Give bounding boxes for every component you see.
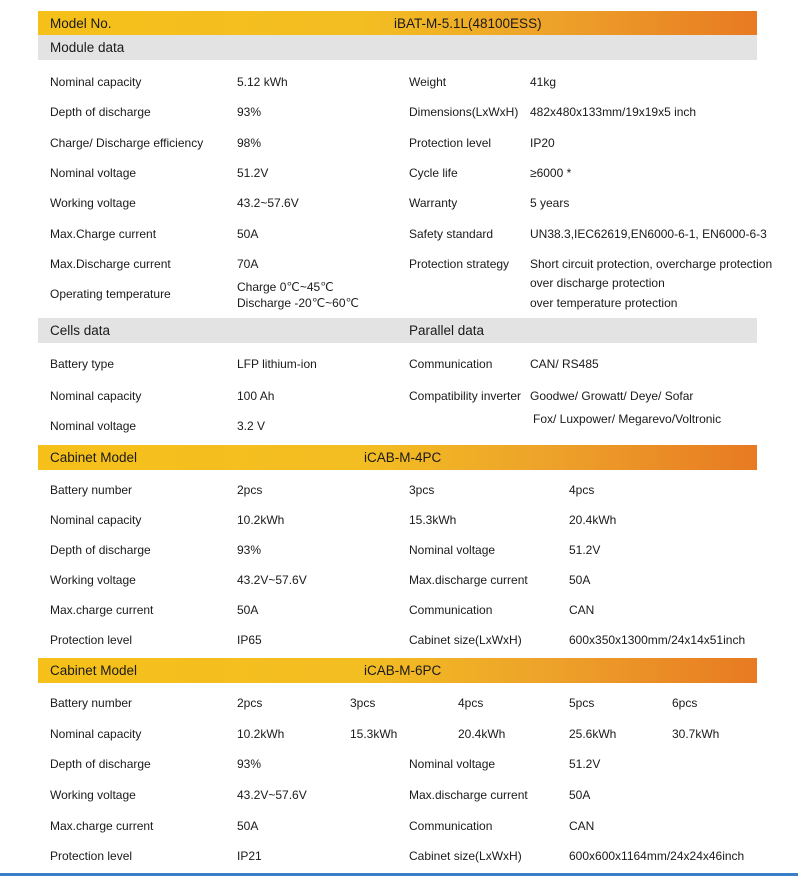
spec-label: Communication [409,603,493,617]
spec-label: Protection level [409,136,492,150]
spec-label: Depth of discharge [50,543,151,557]
spec-value: LFP lithium-ion [237,357,317,371]
spec-label: Warranty [409,196,458,210]
spec-value: Charge 0℃~45℃ [237,280,334,294]
cabinet-model-label: Cabinet Model [50,663,138,678]
spec-label: Protection strategy [409,257,510,271]
spec-value: 43.2V~57.6V [237,573,307,587]
spec-value: Fox/ Luxpower/ Megarevo/Voltronic [533,412,722,426]
spec-value: 600x350x1300mm/24x14x51inch [569,633,746,647]
spec-value: 2pcs [237,483,263,497]
spec-value: 43.2~57.6V [237,196,299,210]
spec-value: over temperature protection [530,296,678,310]
spec-label: Battery number [50,696,133,710]
spec-value: CAN/ RS485 [530,357,599,371]
spec-value: Goodwe/ Growatt/ Deye/ Sofar [530,389,694,403]
spec-value: 15.3kWh [409,513,457,527]
cells-section-title: Cells data [50,323,111,338]
spec-value: 3pcs [409,483,435,497]
spec-value: 50A [237,819,259,833]
spec-value: 4pcs [569,483,595,497]
spec-value: 93% [237,543,262,557]
spec-label: Depth of discharge [50,757,151,771]
model-number: iBAT-M-5.1L(48100ESS) [394,16,542,31]
spec-value: 93% [237,105,262,119]
spec-value: 5.12 kWh [237,75,288,89]
spec-value: 6pcs [672,696,698,710]
spec-label: Cycle life [409,166,458,180]
spec-label: Cabinet size(LxWxH) [409,849,522,863]
model-header [38,11,757,36]
spec-label: Operating temperature [50,287,171,301]
cabinet-model-number: iCAB-M-4PC [364,450,442,465]
spec-value: IP20 [530,136,555,150]
spec-value: 50A [569,788,591,802]
spec-value: 20.4kWh [458,727,506,741]
cabinet-model-number: iCAB-M-6PC [364,663,442,678]
spec-value: CAN [569,819,595,833]
spec-value: 41kg [530,75,557,89]
spec-label: Working voltage [50,573,136,587]
spec-label: Max.Discharge current [50,257,171,271]
spec-value: 10.2kWh [237,513,285,527]
spec-value: 51.2V [569,543,601,557]
spec-value: 51.2V [569,757,601,771]
spec-label: Cabinet size(LxWxH) [409,633,522,647]
spec-value: 30.7kWh [672,727,720,741]
spec-label: Working voltage [50,788,136,802]
spec-value: 100 Ah [237,389,275,403]
spec-value: ≥6000 * [530,166,572,180]
spec-value: CAN [569,603,595,617]
spec-value: UN38.3,IEC62619,EN6000-6-1, EN6000-6-3 [530,227,767,241]
spec-label: Nominal capacity [50,727,142,741]
spec-label: Nominal capacity [50,75,142,89]
spec-value: 50A [569,573,591,587]
spec-value: 50A [237,227,259,241]
module-section-title: Module data [50,40,125,55]
spec-label: Compatibility inverter [409,389,522,403]
cells-parallel-section-header [38,318,757,343]
spec-label: Nominal voltage [409,543,496,557]
spec-value: 3pcs [350,696,376,710]
spec-value: 5pcs [569,696,595,710]
spec-label: Depth of discharge [50,105,151,119]
spec-label: Protection level [50,849,133,863]
spec-value: 43.2V~57.6V [237,788,307,802]
spec-value: 600x600x1164mm/24x24x46inch [569,849,745,863]
spec-label: Dimensions(LxWxH) [409,105,519,119]
spec-value: 5 years [530,196,570,210]
spec-value: 15.3kWh [350,727,398,741]
spec-value: 98% [237,136,262,150]
spec-label: Nominal voltage [50,419,137,433]
spec-label: Battery number [50,483,133,497]
spec-label: Max.charge current [50,819,154,833]
spec-label: Nominal voltage [409,757,496,771]
spec-value: 20.4kWh [569,513,617,527]
spec-label: Safety standard [409,227,494,241]
spec-value: over discharge protection [530,276,665,290]
spec-value: Short circuit protection, overcharge protection [530,257,773,271]
model-label: Model No. [50,16,112,31]
spec-label: Weight [409,75,447,89]
spec-value: IP65 [237,633,262,647]
spec-value: 4pcs [458,696,484,710]
spec-label: Max.Charge current [50,227,157,241]
spec-label: Communication [409,819,493,833]
spec-value: 93% [237,757,262,771]
spec-label: Nominal voltage [50,166,137,180]
spec-value: 482x480x133mm/19x19x5 inch [530,105,697,119]
cabinet-4pc-header [38,445,757,470]
cabinet-6pc-header [38,658,757,683]
spec-label: Max.discharge current [409,573,528,587]
spec-label: Nominal capacity [50,389,142,403]
spec-value: 70A [237,257,259,271]
spec-label: Max.discharge current [409,788,528,802]
cabinet-model-label: Cabinet Model [50,450,138,465]
spec-value: 25.6kWh [569,727,617,741]
spec-value: 2pcs [237,696,263,710]
spec-value: 50A [237,603,259,617]
module-section-header [38,35,757,60]
spec-value: Discharge -20℃~60℃ [237,296,360,310]
parallel-section-title: Parallel data [409,323,485,338]
spec-label: Working voltage [50,196,136,210]
spec-label: Battery type [50,357,115,371]
spec-label: Nominal capacity [50,513,142,527]
spec-label: Charge/ Discharge efficiency [50,136,204,150]
spec-value: 10.2kWh [237,727,285,741]
spec-label: Communication [409,357,493,371]
spec-label: Max.charge current [50,603,154,617]
spec-value: 51.2V [237,166,269,180]
spec-label: Protection level [50,633,133,647]
spec-value: IP21 [237,849,262,863]
spec-value: 3.2 V [237,419,266,433]
